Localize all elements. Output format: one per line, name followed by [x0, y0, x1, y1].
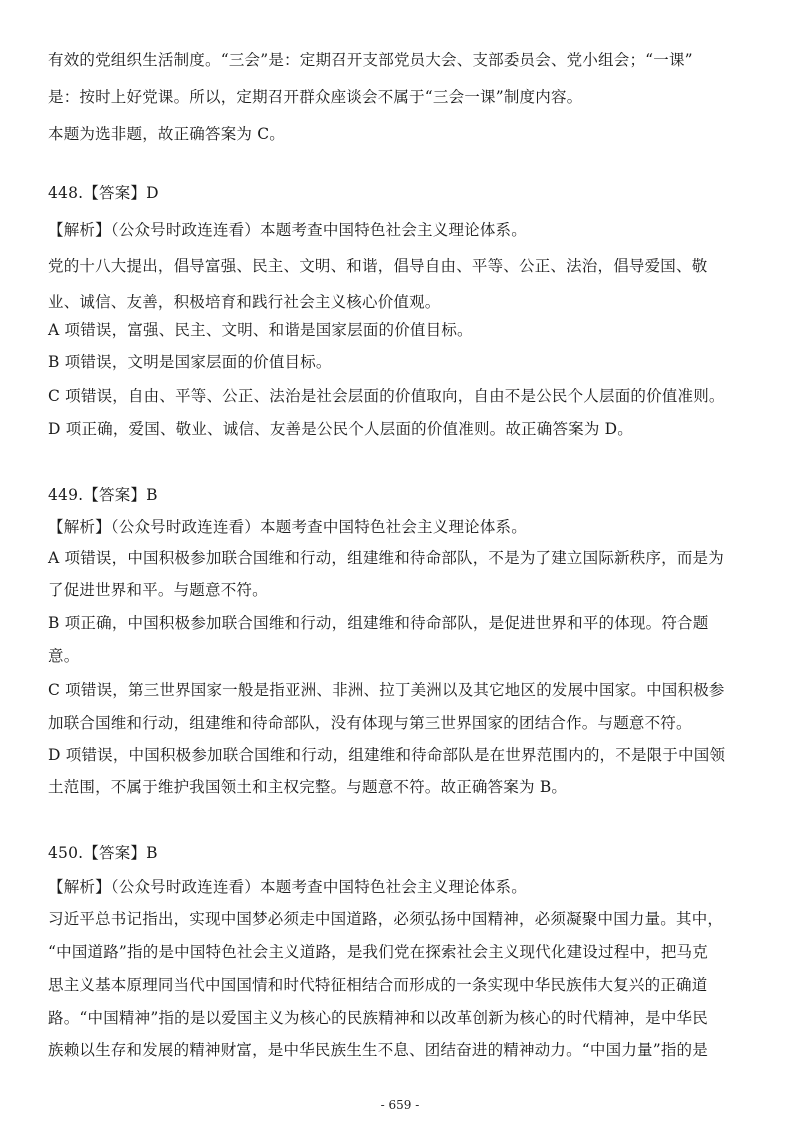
text-line: 路。“中国精神”指的是以爱国主义为核心的民族精神和以改革创新为核心的时代精神，是中华民: [48, 1009, 708, 1027]
text-line: D 项错误，中国积极参加联合国维和行动，组建维和待命部队是在世界范围内的，不是限于中国领: [48, 746, 726, 764]
text-line: 意。: [48, 647, 80, 665]
text-line: 土范围，不属于维护我国领土和主权完整。与题意不符。故正确答案为 B。: [48, 778, 568, 796]
text-line: 思主义基本原理同当代中国国情和时代特征相结合而形成的一条实现中华民族伟大复兴的正确道: [48, 976, 708, 994]
text-line: 业、诚信、友善，积极培育和践行社会主义核心价值观。: [48, 293, 441, 311]
text-line: 了促进世界和平。与题意不符。: [48, 581, 268, 599]
answer-heading-448: 448.【答案】D: [48, 184, 159, 202]
text-line: B 项正确，中国积极参加联合国维和行动，组建维和待命部队，是促进世界和平的体现。符合题: [48, 614, 709, 632]
text-line: A 项错误，中国积极参加联合国维和行动，组建维和待命部队，不是为了建立国际新秩序，而是为: [48, 549, 724, 567]
text-line: 有效的党组织生活制度。“三会”是：定期召开支部党员大会、支部委员会、党小组会；“一课”: [48, 51, 693, 69]
text-line: 本题为选非题，故正确答案为 C。: [48, 125, 285, 143]
text-line: A 项错误，富强、民主、文明、和谐是国家层面的价值目标。: [48, 321, 473, 339]
analysis-line: 【解析】（公众号时政连连看）本题考查中国特色社会主义理论体系。: [48, 878, 527, 896]
page-number: - 659 -: [380, 1098, 420, 1112]
text-line: 是：按时上好党课。所以，定期召开群众座谈会不属于“三会一课”制度内容。: [48, 88, 583, 106]
text-line: D 项正确，爱国、敬业、诚信、友善是公民个人层面的价值准则。故正确答案为 D。: [48, 420, 634, 438]
text-line: 习近平总书记指出，实现中国梦必须走中国道路，必须弘扬中国精神，必须凝聚中国力量。其中，: [48, 910, 724, 928]
text-line: C 项错误，第三世界国家一般是指亚洲、非洲、拉丁美洲以及其它地区的发展中国家。中国积极参: [48, 681, 725, 699]
analysis-line: 【解析】（公众号时政连连看）本题考查中国特色社会主义理论体系。: [48, 221, 527, 239]
answer-heading-449: 449.【答案】B: [48, 486, 158, 504]
text-line: C 项错误，自由、平等、公正、法治是社会层面的价值取向，自由不是公民个人层面的价值准则。: [48, 387, 725, 405]
analysis-line: 【解析】（公众号时政连连看）本题考查中国特色社会主义理论体系。: [48, 518, 527, 536]
text-line: 族赖以生存和发展的精神财富，是中华民族生生不息、团结奋进的精神动力。“中国力量”指的是: [48, 1041, 708, 1059]
text-line: “中国道路”指的是中国特色社会主义道路，是我们党在探索社会主义现代化建设过程中，把马克: [48, 943, 708, 961]
text-line: 加联合国维和行动，组建维和待命部队，没有体现与第三世界国家的团结合作。与题意不符。: [48, 714, 692, 732]
text-line: B 项错误，文明是国家层面的价值目标。: [48, 353, 332, 371]
answer-heading-450: 450.【答案】B: [48, 844, 158, 862]
text-line: 党的十八大提出，倡导富强、民主、文明、和谐，倡导自由、平等、公正、法治，倡导爱国、敬: [48, 257, 708, 275]
